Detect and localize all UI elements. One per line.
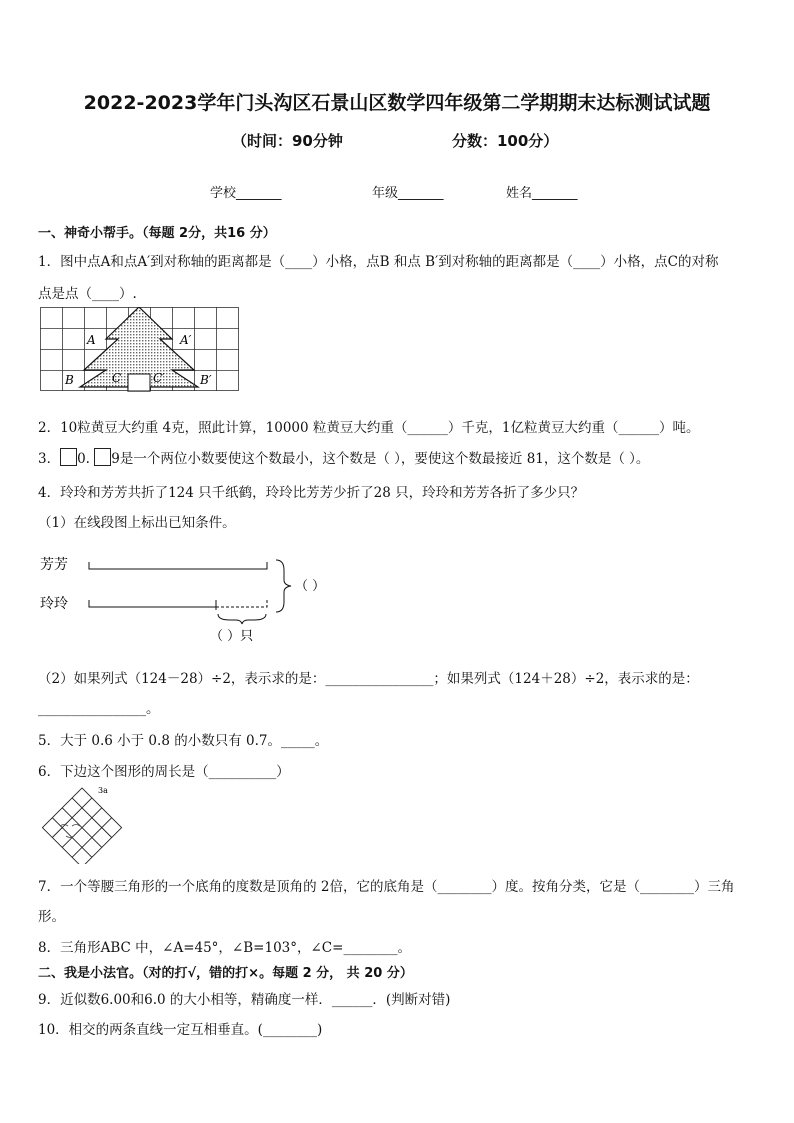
difference-dashed-segment — [216, 600, 267, 607]
lingling-segment — [89, 600, 216, 607]
digit-box-1 — [60, 448, 77, 466]
question-4-part-2-line-1: （2）如果列式（124－28）÷2，表示求的是：________________；如果列式（124＋28）÷2，表示求的是： — [38, 671, 699, 687]
question-4: 4．玲玲和芳芳共折了124 只千纸鹤，玲玲比芳芳少折了28 只，玲玲和芳芳各折了多少只？ — [38, 485, 585, 501]
question-3-text: 9是一个两位小数要使这个数最小，这个数是（ ），要使这个数最接近 81，这个数是（ ）。 — [111, 451, 650, 467]
page-title: 2022-2023学年门头沟区石景山区数学四年级第二学期期末达标测试试题 — [83, 92, 711, 114]
symmetry-grid-figure — [40, 307, 240, 392]
question-3-number: 3． — [38, 451, 61, 467]
total-brace — [276, 560, 291, 612]
difference-brace — [218, 614, 266, 624]
point-c-label: C — [112, 371, 122, 385]
point-b-prime-label: B′ — [200, 373, 212, 387]
question-3 — [38, 447, 649, 467]
diamond-grid-figure — [38, 784, 128, 864]
point-b-label: B — [65, 373, 74, 387]
school-field: 学校_______ — [210, 186, 282, 201]
question-1-line-1: 1．图中点A和点A′到对称轴的距离都是（____）小格，点B 和点 B′到对称轴的距离都是（____）小格，点C的对称 — [38, 254, 719, 270]
score-label: 分数：100分） — [452, 132, 559, 150]
question-3-decimal: 0. — [77, 451, 90, 467]
line-segment-diagram — [38, 548, 368, 648]
question-4-part-1: （1）在线段图上标出已知条件。 — [38, 515, 236, 531]
point-a-label: A — [87, 333, 96, 347]
question-1-line-2: 点是点（____）. — [38, 286, 137, 302]
point-a-prime-label: A′ — [180, 333, 192, 347]
difference-blank: （ ）只 — [210, 629, 254, 644]
tree-trunk — [128, 374, 150, 391]
question-2: 2．10粒黄豆大约重 4克，照此计算，10000 粒黄豆大约重（______）千克，1亿粒黄豆大约重（______）吨。 — [38, 420, 700, 436]
fangfang-label: 芳芳 — [40, 557, 68, 573]
question-5: 5．大于 0.6 小于 0.8 的小数只有 0.7。_____。 — [38, 733, 329, 749]
question-9: 9．近似数6.00和6.0 的大小相等，精确度一样．______．(判断对错) — [38, 992, 451, 1008]
side-length-label: 3a — [98, 786, 108, 795]
name-field: 姓名_______ — [506, 186, 578, 201]
question-8: 8．三角形ABC 中，∠A=45°，∠B=103°，∠C=________。 — [38, 940, 411, 956]
total-blank: （ ） — [295, 579, 326, 594]
point-c-prime-label: C′ — [153, 371, 165, 385]
time-label: （时间：90分钟 — [232, 132, 343, 150]
lingling-label: 玲玲 — [40, 596, 68, 612]
fangfang-segment — [89, 562, 267, 569]
question-10: 10．相交的两条直线一定互相垂直。(________) — [38, 1022, 323, 1038]
section-2-heading: 二、我是小法官。（对的打√，错的打×。每题 2 分， 共 20 分） — [38, 966, 413, 981]
question-7-line-1: 7．一个等腰三角形的一个底角的度数是顶角的 2倍，它的底角是（________）度。按角分类，它是（________）三角 — [38, 879, 735, 895]
question-7-line-2: 形。 — [38, 909, 65, 925]
question-6: 6．下边这个图形的周长是（__________） — [38, 764, 290, 780]
question-4-part-2-line-2: ________________。 — [38, 701, 160, 717]
digit-box-2 — [94, 448, 111, 466]
grade-field: 年级_______ — [372, 186, 444, 201]
rotated-grid — [42, 788, 121, 864]
section-1-heading: 一、神奇小帮手。（每题 2分，共16 分） — [38, 226, 276, 241]
